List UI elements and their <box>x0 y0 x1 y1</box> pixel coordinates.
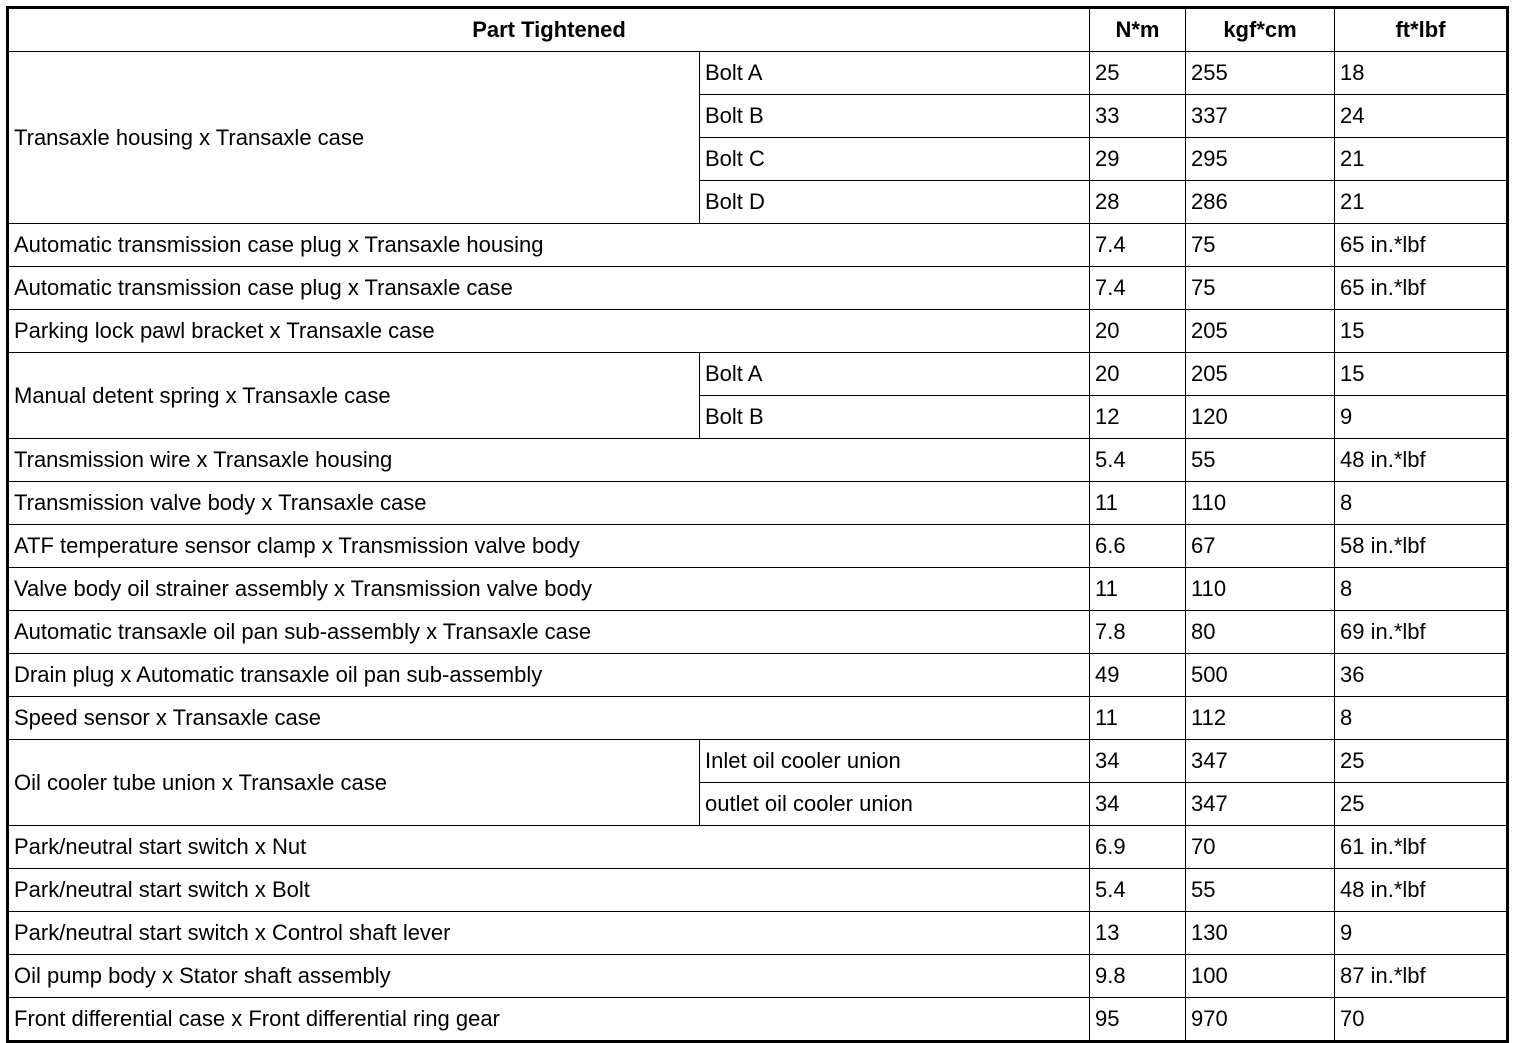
ftlbf-cell: 24 <box>1335 95 1508 138</box>
ftlbf-cell: 9 <box>1335 396 1508 439</box>
kgfcm-cell: 347 <box>1186 783 1335 826</box>
kgfcm-cell: 255 <box>1186 52 1335 95</box>
nm-cell: 11 <box>1090 697 1186 740</box>
kgfcm-cell: 110 <box>1186 482 1335 525</box>
ftlbf-cell: 15 <box>1335 353 1508 396</box>
nm-cell: 33 <box>1090 95 1186 138</box>
table-row <box>8 310 1508 353</box>
nm-cell: 11 <box>1090 568 1186 611</box>
part-tightened-header: Part Tightened <box>8 8 1090 52</box>
part-cell: ATF temperature sensor clamp x Transmission valve body <box>8 525 1090 568</box>
kgfcm-cell: 337 <box>1186 95 1335 138</box>
nm-cell: 6.9 <box>1090 826 1186 869</box>
nm-cell: 9.8 <box>1090 955 1186 998</box>
ftlbf-cell: 48 in.*lbf <box>1335 869 1508 912</box>
part-cell: Automatic transmission case plug x Transaxle housing <box>8 224 1090 267</box>
kgfcm-cell: 55 <box>1186 869 1335 912</box>
nm-cell: 7.8 <box>1090 611 1186 654</box>
sub-part-cell: Bolt A <box>700 353 1090 396</box>
table-row <box>8 611 1508 654</box>
ftlbf-cell: 15 <box>1335 310 1508 353</box>
nm-cell: 11 <box>1090 482 1186 525</box>
ftlbf-cell: 36 <box>1335 654 1508 697</box>
nm-cell: 95 <box>1090 998 1186 1042</box>
ftlbf-cell: 8 <box>1335 568 1508 611</box>
nm-header: N*m <box>1090 8 1186 52</box>
ftlbf-header: ft*lbf <box>1335 8 1508 52</box>
part-cell: Valve body oil strainer assembly x Transmission valve body <box>8 568 1090 611</box>
ftlbf-cell: 21 <box>1335 181 1508 224</box>
nm-cell: 12 <box>1090 396 1186 439</box>
table-body <box>8 52 1508 1042</box>
part-cell: Automatic transmission case plug x Transaxle case <box>8 267 1090 310</box>
ftlbf-cell: 25 <box>1335 783 1508 826</box>
ftlbf-cell: 18 <box>1335 52 1508 95</box>
kgfcm-cell: 80 <box>1186 611 1335 654</box>
ftlbf-cell: 9 <box>1335 912 1508 955</box>
part-cell: Oil pump body x Stator shaft assembly <box>8 955 1090 998</box>
sub-part-cell: Bolt A <box>700 52 1090 95</box>
kgfcm-cell: 75 <box>1186 267 1335 310</box>
part-cell: Transmission valve body x Transaxle case <box>8 482 1090 525</box>
table-row <box>8 267 1508 310</box>
ftlbf-cell: 58 in.*lbf <box>1335 525 1508 568</box>
table-row <box>8 697 1508 740</box>
nm-cell: 28 <box>1090 181 1186 224</box>
nm-cell: 7.4 <box>1090 224 1186 267</box>
nm-cell: 34 <box>1090 740 1186 783</box>
torque-spec-table <box>6 6 1509 1043</box>
table-row <box>8 826 1508 869</box>
sub-part-cell: Bolt B <box>700 396 1090 439</box>
table-row <box>8 568 1508 611</box>
table-row <box>8 52 1508 95</box>
kgfcm-cell: 112 <box>1186 697 1335 740</box>
kgfcm-cell: 295 <box>1186 138 1335 181</box>
table-row <box>8 353 1508 396</box>
ftlbf-cell: 61 in.*lbf <box>1335 826 1508 869</box>
part-cell: Park/neutral start switch x Bolt <box>8 869 1090 912</box>
table-row <box>8 955 1508 998</box>
part-cell: Transaxle housing x Transaxle case <box>8 52 700 224</box>
sub-part-cell: Bolt C <box>700 138 1090 181</box>
table-row <box>8 525 1508 568</box>
nm-cell: 20 <box>1090 310 1186 353</box>
part-cell: Park/neutral start switch x Nut <box>8 826 1090 869</box>
kgfcm-cell: 70 <box>1186 826 1335 869</box>
table-row <box>8 998 1508 1042</box>
header-row <box>8 8 1508 52</box>
ftlbf-cell: 65 in.*lbf <box>1335 224 1508 267</box>
nm-cell: 13 <box>1090 912 1186 955</box>
ftlbf-cell: 70 <box>1335 998 1508 1042</box>
kgfcm-cell: 130 <box>1186 912 1335 955</box>
part-cell: Speed sensor x Transaxle case <box>8 697 1090 740</box>
nm-cell: 5.4 <box>1090 869 1186 912</box>
kgfcm-cell: 120 <box>1186 396 1335 439</box>
table-row <box>8 869 1508 912</box>
ftlbf-cell: 65 in.*lbf <box>1335 267 1508 310</box>
ftlbf-cell: 69 in.*lbf <box>1335 611 1508 654</box>
kgfcm-cell: 347 <box>1186 740 1335 783</box>
part-cell: Drain plug x Automatic transaxle oil pan sub-assembly <box>8 654 1090 697</box>
kgfcm-header: kgf*cm <box>1186 8 1335 52</box>
nm-cell: 34 <box>1090 783 1186 826</box>
part-cell: Parking lock pawl bracket x Transaxle case <box>8 310 1090 353</box>
part-cell: Park/neutral start switch x Control shaft lever <box>8 912 1090 955</box>
part-cell: Front differential case x Front differential ring gear <box>8 998 1090 1042</box>
kgfcm-cell: 100 <box>1186 955 1335 998</box>
table-row <box>8 740 1508 783</box>
table-row <box>8 482 1508 525</box>
kgfcm-cell: 205 <box>1186 353 1335 396</box>
ftlbf-cell: 8 <box>1335 482 1508 525</box>
sub-part-cell: Bolt D <box>700 181 1090 224</box>
sub-part-cell: Inlet oil cooler union <box>700 740 1090 783</box>
table-row <box>8 912 1508 955</box>
kgfcm-cell: 55 <box>1186 439 1335 482</box>
ftlbf-cell: 8 <box>1335 697 1508 740</box>
kgfcm-cell: 75 <box>1186 224 1335 267</box>
table-row <box>8 654 1508 697</box>
kgfcm-cell: 286 <box>1186 181 1335 224</box>
ftlbf-cell: 21 <box>1335 138 1508 181</box>
table-row <box>8 224 1508 267</box>
kgfcm-cell: 67 <box>1186 525 1335 568</box>
nm-cell: 49 <box>1090 654 1186 697</box>
kgfcm-cell: 970 <box>1186 998 1335 1042</box>
sub-part-cell: outlet oil cooler union <box>700 783 1090 826</box>
part-cell: Manual detent spring x Transaxle case <box>8 353 700 439</box>
ftlbf-cell: 25 <box>1335 740 1508 783</box>
nm-cell: 29 <box>1090 138 1186 181</box>
ftlbf-cell: 48 in.*lbf <box>1335 439 1508 482</box>
part-cell: Automatic transaxle oil pan sub-assembly x Transaxle case <box>8 611 1090 654</box>
table-row <box>8 439 1508 482</box>
ftlbf-cell: 87 in.*lbf <box>1335 955 1508 998</box>
nm-cell: 6.6 <box>1090 525 1186 568</box>
sub-part-cell: Bolt B <box>700 95 1090 138</box>
part-cell: Oil cooler tube union x Transaxle case <box>8 740 700 826</box>
nm-cell: 7.4 <box>1090 267 1186 310</box>
nm-cell: 5.4 <box>1090 439 1186 482</box>
nm-cell: 25 <box>1090 52 1186 95</box>
kgfcm-cell: 205 <box>1186 310 1335 353</box>
kgfcm-cell: 110 <box>1186 568 1335 611</box>
nm-cell: 20 <box>1090 353 1186 396</box>
kgfcm-cell: 500 <box>1186 654 1335 697</box>
part-cell: Transmission wire x Transaxle housing <box>8 439 1090 482</box>
